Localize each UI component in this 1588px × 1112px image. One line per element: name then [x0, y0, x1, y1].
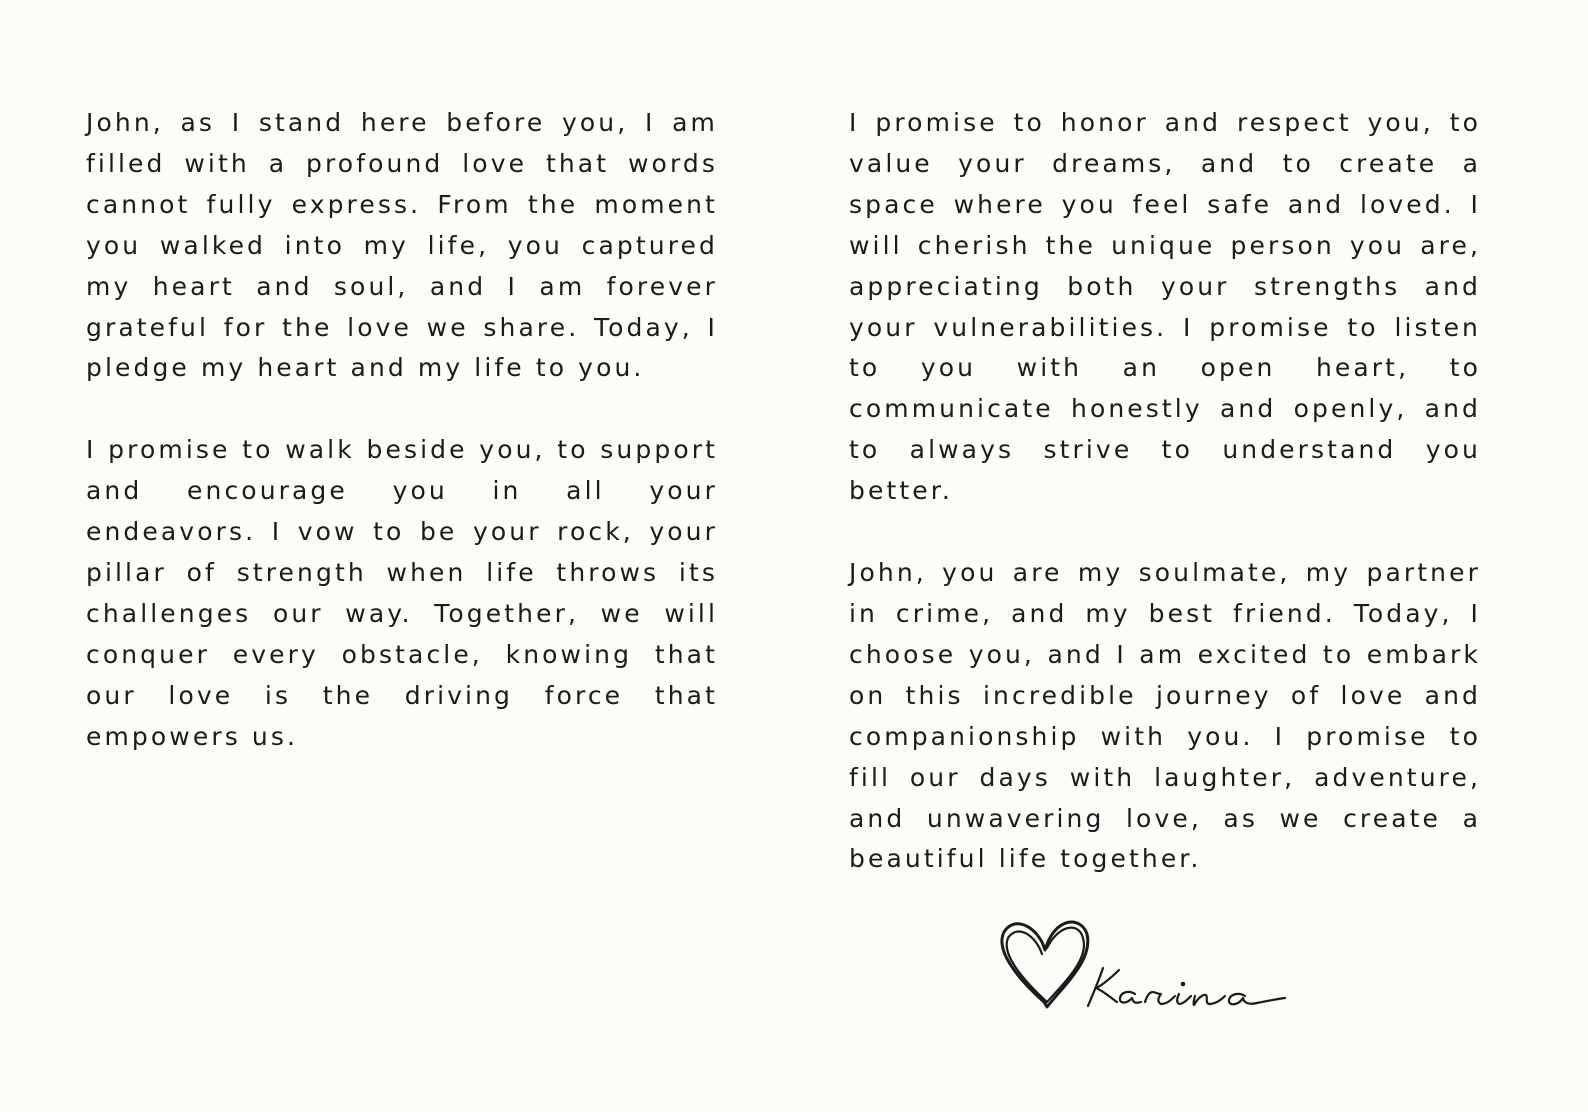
- signature: [995, 910, 1295, 1020]
- heart-icon: [1002, 922, 1088, 1007]
- left-column: [86, 103, 718, 799]
- vow-paragraph: I promise to honor and respect you, to value your dreams, and to create a space where you feel safe and loved. I will cherish the unique person you are, appreciating both your strengths and your vulnerabilities. I promise to listen to you with an open heart, to communicate honestly and openly, and to always strive to understand you better.: [849, 108, 1481, 506]
- right-column: [849, 103, 1481, 921]
- signature-name-script: [1088, 968, 1285, 1006]
- vow-paragraph: John, as I stand here before you, I am filled with a profound love that words cannot fully express. From the moment you walked into my life, you captured my heart and soul, and I am forever grateful for the love we share. Today, I pledge my heart and my life to you.: [86, 108, 718, 383]
- vow-paragraph: I promise to walk beside you, to support and encourage you in all your endeavors. I vow to be your rock, your pillar of strength when life throws its challenges our way. Together, we will conquer every obstacle, knowing that our love is the driving force that empowers us.: [86, 435, 718, 751]
- vow-paragraph: John, you are my soulmate, my partner in crime, and my best friend. Today, I choose you, and I am excited to embark on this incredible journey of love and companionship with you. I promise to fill our days with laughter, adventure, and unwavering love, as we create a beautiful life together.: [849, 558, 1481, 874]
